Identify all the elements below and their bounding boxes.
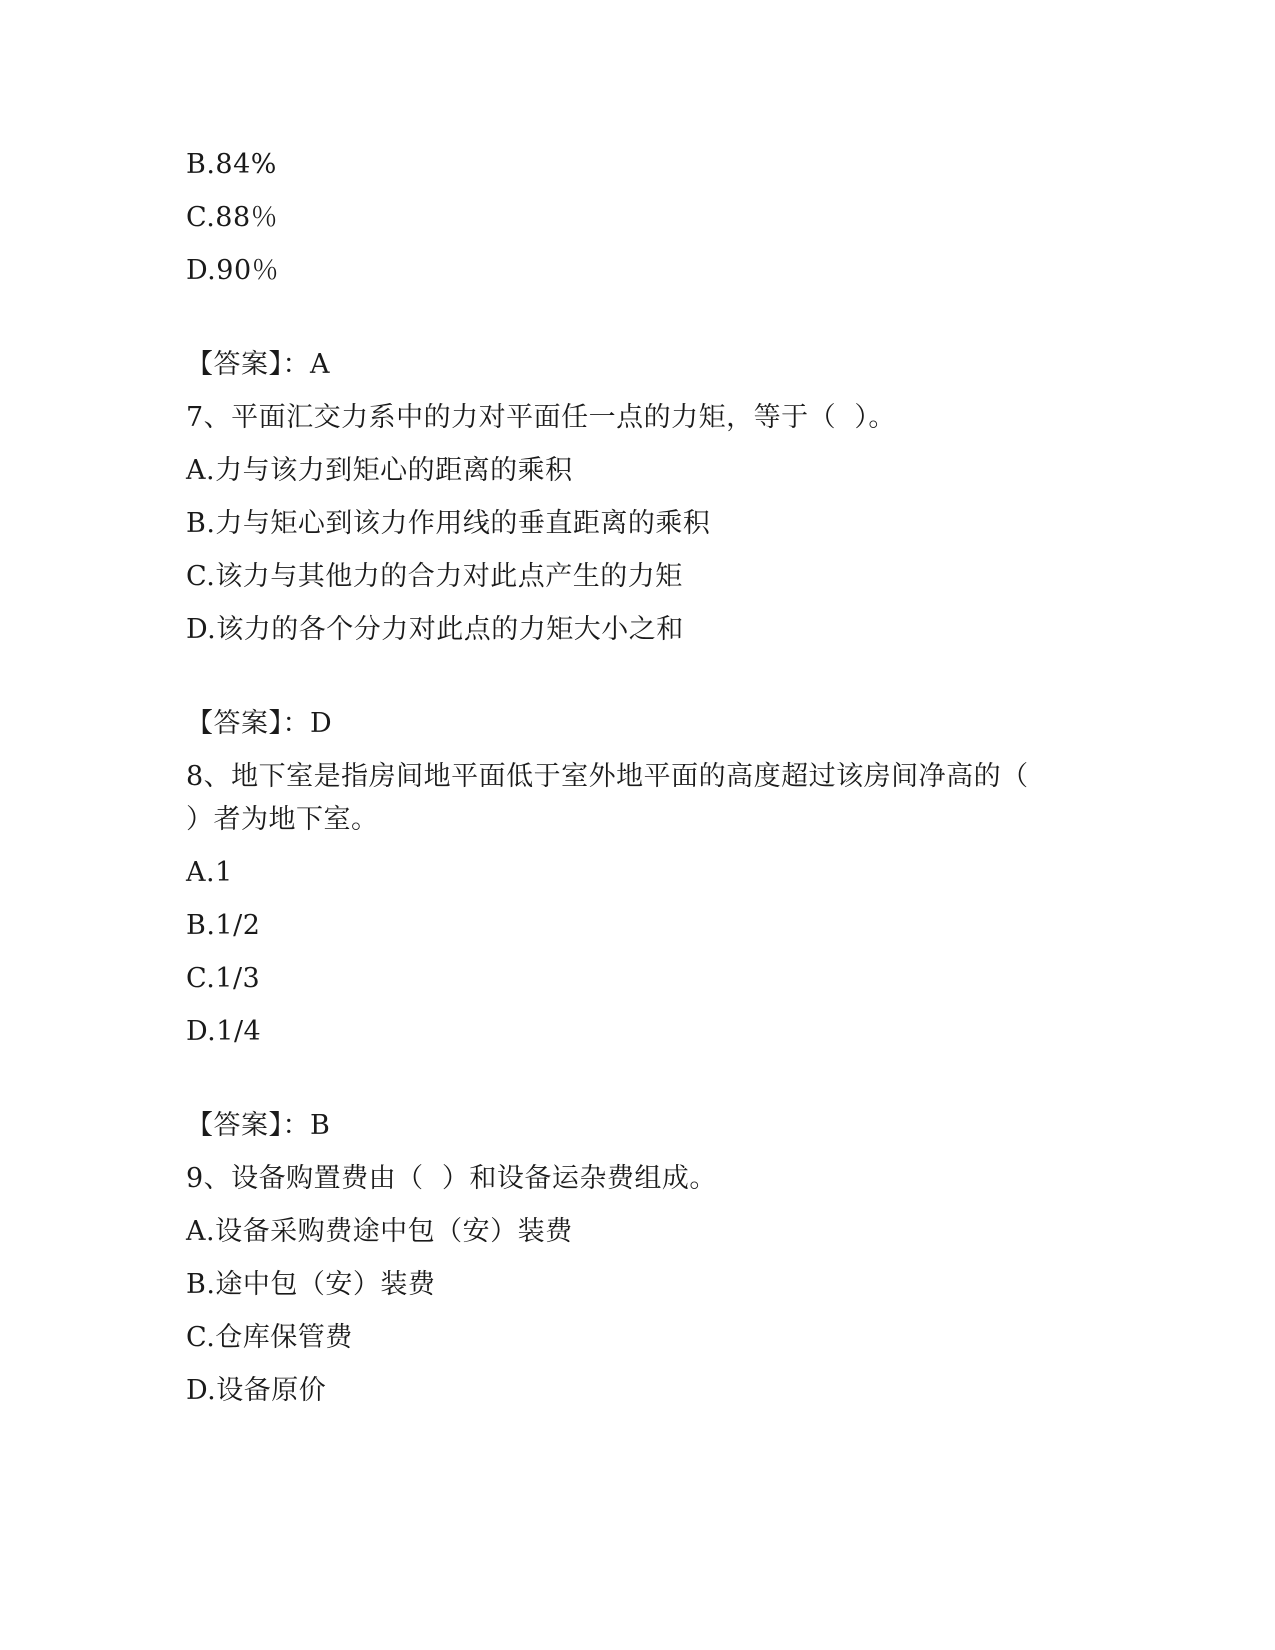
q7-option-a: A.力与该力到矩心的距离的乘积: [186, 455, 573, 486]
q6-option-b: B.84%: [186, 149, 277, 180]
q7-option-d: D.该力的各个分力对此点的力矩大小之和: [186, 614, 684, 645]
q8-option-b: B.1/2: [186, 910, 261, 941]
q7-option-b: B.力与矩心到该力作用线的垂直距离的乘积: [186, 508, 711, 539]
q7-answer: 【答案】：D: [186, 708, 333, 739]
q6-option-c: C.88％: [186, 202, 279, 233]
q6-option-d: D.90％: [186, 255, 280, 286]
q9-option-b: B.途中包（安）装费: [186, 1269, 436, 1300]
q7-stem: 7、平面汇交力系中的力对平面任一点的力矩，等于（ ）。: [186, 402, 896, 433]
q8-option-a: A.1: [186, 857, 233, 888]
q9-option-a: A.设备采购费途中包（安）装费: [186, 1216, 573, 1247]
q9-stem: 9、设备购置费由（ ）和设备运杂费组成。: [186, 1163, 717, 1194]
q9-option-c: C.仓库保管费: [186, 1322, 353, 1353]
q8-option-c: C.1/3: [186, 963, 261, 994]
q6-answer: 【答案】：A: [186, 349, 330, 380]
q8-option-d: D.1/4: [186, 1016, 262, 1047]
q8-answer: 【答案】：B: [186, 1110, 331, 1141]
q7-option-c: C.该力与其他力的合力对此点产生的力矩: [186, 561, 683, 592]
q8-stem-line1: 8、地下室是指房间地平面低于室外地平面的高度超过该房间净高的（: [186, 761, 1029, 792]
q9-option-d: D.设备原价: [186, 1375, 327, 1406]
q8-stem-line2: ）者为地下室。: [186, 804, 379, 835]
